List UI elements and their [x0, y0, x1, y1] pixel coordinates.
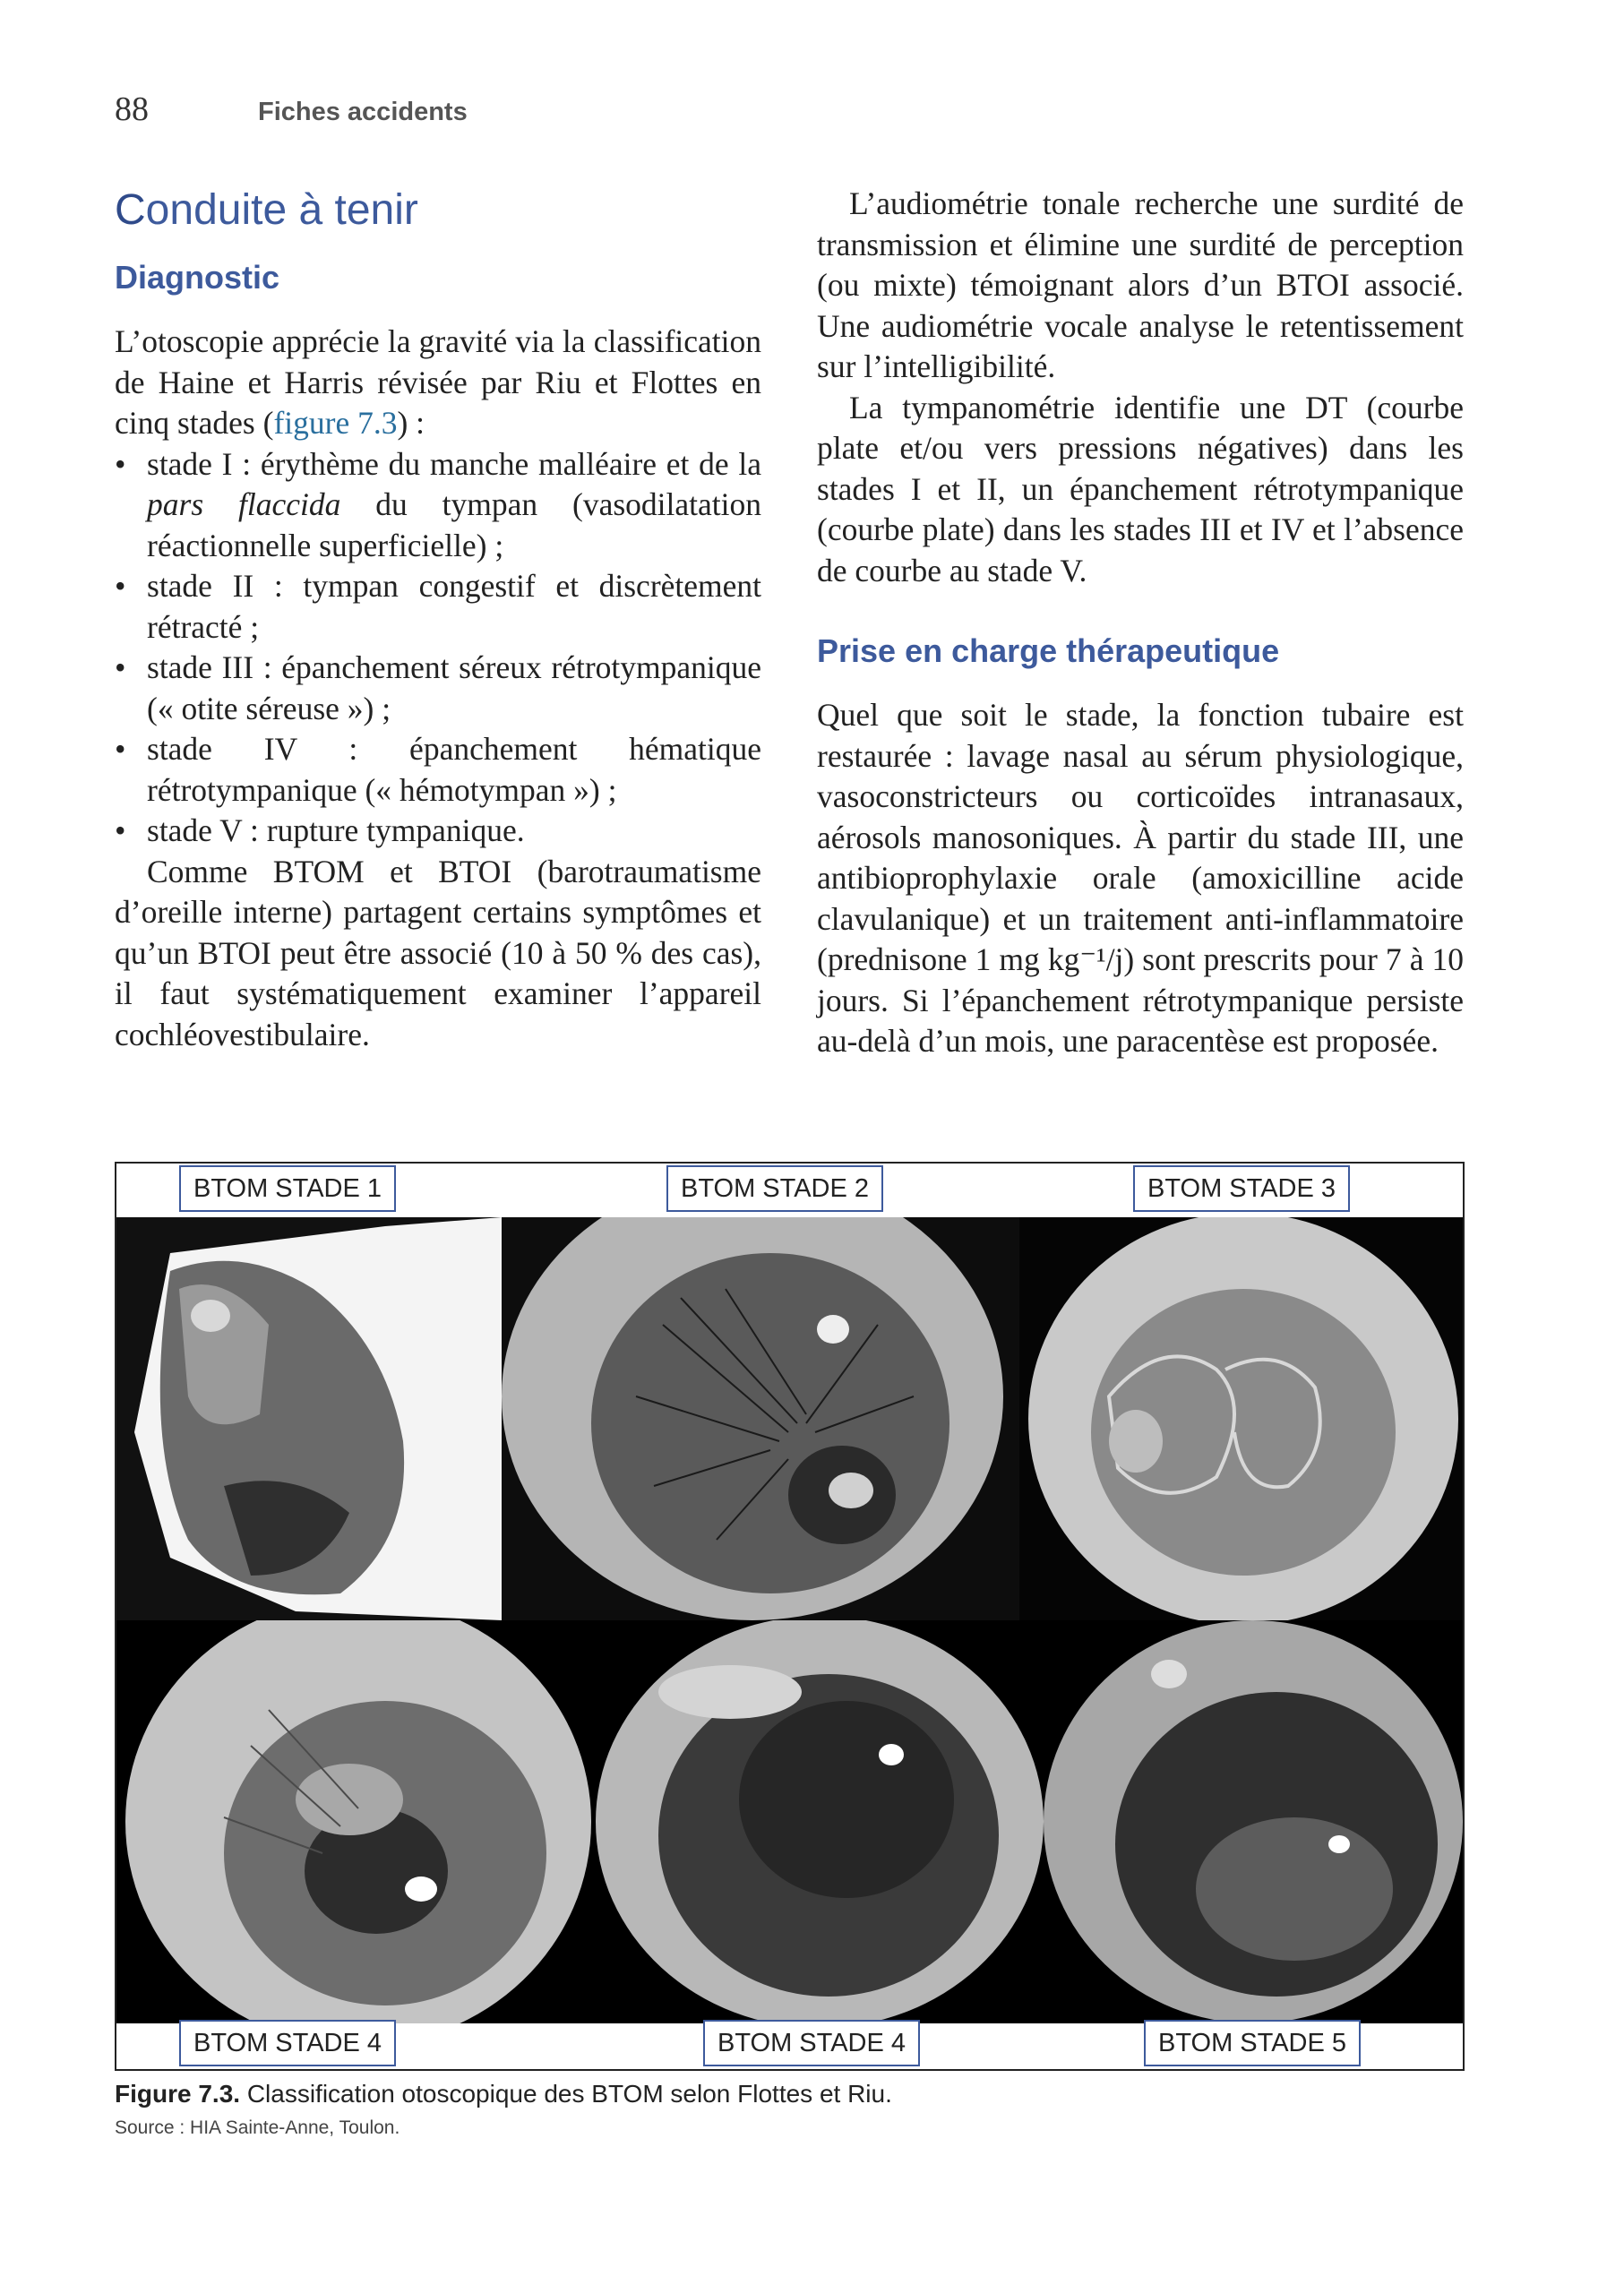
otoscopy-photo-stage-4-a [116, 1620, 596, 2023]
label-stage-1: BTOM STADE 1 [179, 1165, 396, 1212]
figure-source: Source : HIA Sainte-Anne, Toulon. [115, 2117, 400, 2138]
audiometry-paragraph: L’audiométrie tonale recherche une surdité de transmission et élimine une surdité de perception (ou mixte) témoignant alors d’un BTOI associé. Une audiométrie vocale analyse le retentissement sur l’intelligibilité. [817, 185, 1464, 384]
list-item-text-end: du tympan (vasodilatation réactionnelle superficielle) ; [147, 486, 761, 563]
otoscopy-photo-stage-1 [116, 1217, 502, 1620]
figure-link[interactable]: figure 7.3 [273, 405, 398, 441]
intro-text: L’otoscopie apprécie la gravité via la classification de Haine et Harris révisée par Riu et Flottes en cinq stades ( [115, 323, 761, 441]
figure-caption [115, 2080, 892, 2108]
running-head: Fiches accidents [258, 98, 468, 126]
stage-list [115, 444, 761, 852]
otoscopy-figure [115, 1162, 1465, 2071]
section-title-initial: C [115, 186, 146, 234]
subheading-treatment: Prise en charge thérapeutique [817, 632, 1280, 669]
page-number: 88 [115, 90, 149, 128]
label-stage-4-a: BTOM STADE 4 [179, 2020, 396, 2066]
left-column [115, 184, 761, 1055]
list-item-text: stade I : érythème du manche malléaire et de la [147, 445, 761, 482]
intro-paragraph [115, 322, 761, 444]
otoscopy-photo-stage-3 [1019, 1217, 1463, 1620]
right-column [817, 184, 1464, 1062]
section-title [115, 184, 761, 237]
label-stage-2: BTOM STADE 2 [666, 1165, 883, 1212]
closing-paragraph: Comme BTOM et BTOI (barotraumatisme d’oreille interne) partagent certains symptômes et qu’un BTOI peut être associé (10 à 50 % des cas), il faut systématiquement examiner l’appareil cochléovestibulaire. [115, 853, 761, 1052]
list-item: • stade V : rupture tympanique. [115, 811, 761, 852]
otoscopy-photo-stage-2 [502, 1217, 1019, 1620]
intro-text-end: ) : [397, 405, 425, 441]
label-stage-4-b: BTOM STADE 4 [703, 2020, 920, 2066]
list-item: • stade IV : épanchement hématique rétrotympanique (« hémotympan ») ; [115, 729, 761, 811]
list-item: • stade II : tympan congestif et discrètement rétracté ; [115, 566, 761, 648]
label-stage-3: BTOM STADE 3 [1133, 1165, 1350, 1212]
list-item [115, 444, 761, 567]
list-item: • stade III : épanchement séreux rétrotympanique (« otite séreuse ») ; [115, 648, 761, 729]
treatment-paragraph: Quel que soit le stade, la fonction tubaire est restaurée : lavage nasal au sérum physiologique, vasoconstricteurs ou corticoïdes intranasaux, aérosols manosoniques. À partir du stade III, une antibioprophylaxie orale (amoxicilline acide clavulanique) et un traitement anti-inflammatoire (prednisone 1 mg kg⁻¹/j) sont prescrits pour 7 à 10 jours. Si l’épanchement rétrotympanique persiste au-delà d’un mois, une paracentèse est proposée. [817, 697, 1464, 1059]
page-header [115, 90, 468, 129]
label-stage-5: BTOM STADE 5 [1144, 2020, 1361, 2066]
subheading-diagnostic: Diagnostic [115, 259, 280, 296]
caption-number: Figure 7.3. [115, 2080, 241, 2108]
otoscopy-photo-stage-5 [1044, 1620, 1463, 2023]
section-title-rest: onduite à tenir [145, 186, 418, 234]
caption-text: Classification otoscopique des BTOM selon Flottes et Riu. [240, 2080, 892, 2108]
tympanometry-paragraph: La tympanométrie identifie une DT (courbe plate et/ou vers pressions négatives) dans les stades I et II, un épanchement rétrotympanique (courbe plate) dans les stades III et IV et l’absence de courbe au stade V. [817, 389, 1464, 588]
otoscopy-photo-stage-4-b [596, 1620, 1044, 2023]
list-item-italic: pars flaccida [147, 486, 341, 522]
